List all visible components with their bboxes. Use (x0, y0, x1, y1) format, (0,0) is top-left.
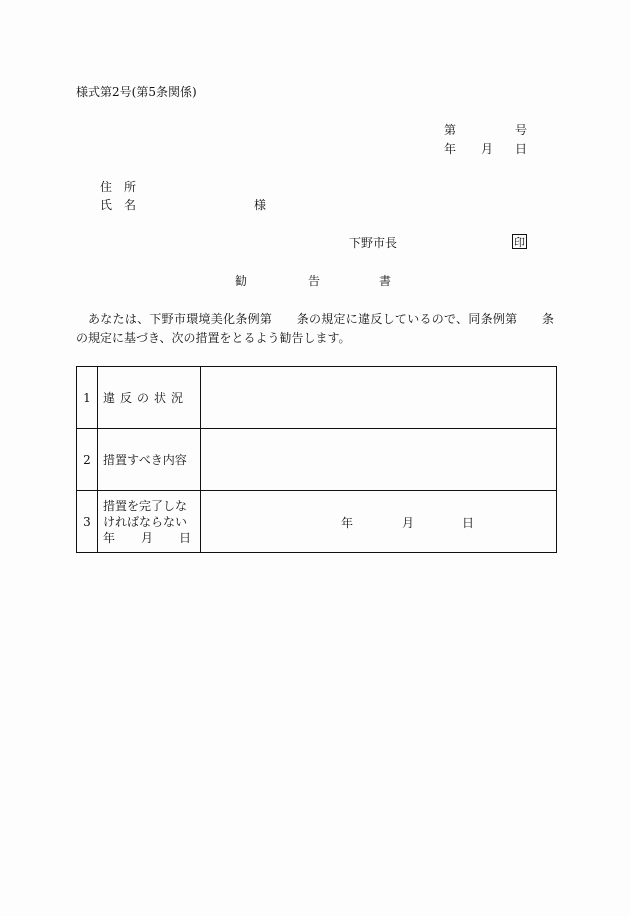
row-label-line-1: 措置を完了しな (103, 498, 188, 513)
row-label-line-2: ければならない (103, 514, 188, 529)
deadline-month: 月 (402, 516, 415, 530)
row-number: 2 (77, 429, 98, 491)
deadline-date-cell[interactable] (201, 491, 557, 553)
label-year: 年 (103, 530, 116, 545)
measures-table (76, 366, 557, 553)
body-paragraph: あなたは、下野市環境美化条例第 条の規定に違反しているので、同条例第 条の規定に基づき、次の措置をとるよう勧告します。 (76, 312, 554, 345)
label-day: 日 (178, 530, 191, 545)
title-char-2: 告 (308, 274, 321, 288)
date-day-label: 日 (515, 142, 528, 156)
table-row (77, 367, 557, 429)
violation-status-cell[interactable] (201, 367, 557, 429)
honorific: 様 (254, 198, 267, 212)
date-month-label: 月 (481, 142, 494, 156)
row-number: 1 (77, 367, 98, 429)
issuer-title: 下野市長 (349, 236, 398, 250)
title-char-1: 勧 (235, 274, 248, 288)
name-label: 氏名 (100, 198, 149, 212)
row-label-line-3 (103, 530, 191, 546)
deadline-day: 日 (462, 516, 475, 530)
row-label-text: 措置すべき内容 (103, 452, 187, 467)
row-number: 3 (77, 491, 98, 553)
row-label (98, 367, 201, 429)
row-label-text: 違反の状況 (103, 390, 189, 405)
row-label (98, 429, 201, 491)
required-measures-cell[interactable] (201, 429, 557, 491)
deadline-year: 年 (341, 516, 354, 530)
label-month: 月 (140, 530, 153, 545)
title-char-3: 書 (379, 274, 392, 288)
table-row (77, 491, 557, 553)
doc-number-suffix: 号 (515, 123, 528, 137)
address-label: 住所 (100, 180, 149, 194)
seal-mark: 印 (514, 236, 525, 249)
doc-number-prefix: 第 (444, 123, 457, 137)
table-row (77, 429, 557, 491)
date-year-label: 年 (444, 142, 457, 156)
form-label: 様式第2号(第5条関係) (76, 85, 197, 99)
row-label (98, 491, 201, 553)
